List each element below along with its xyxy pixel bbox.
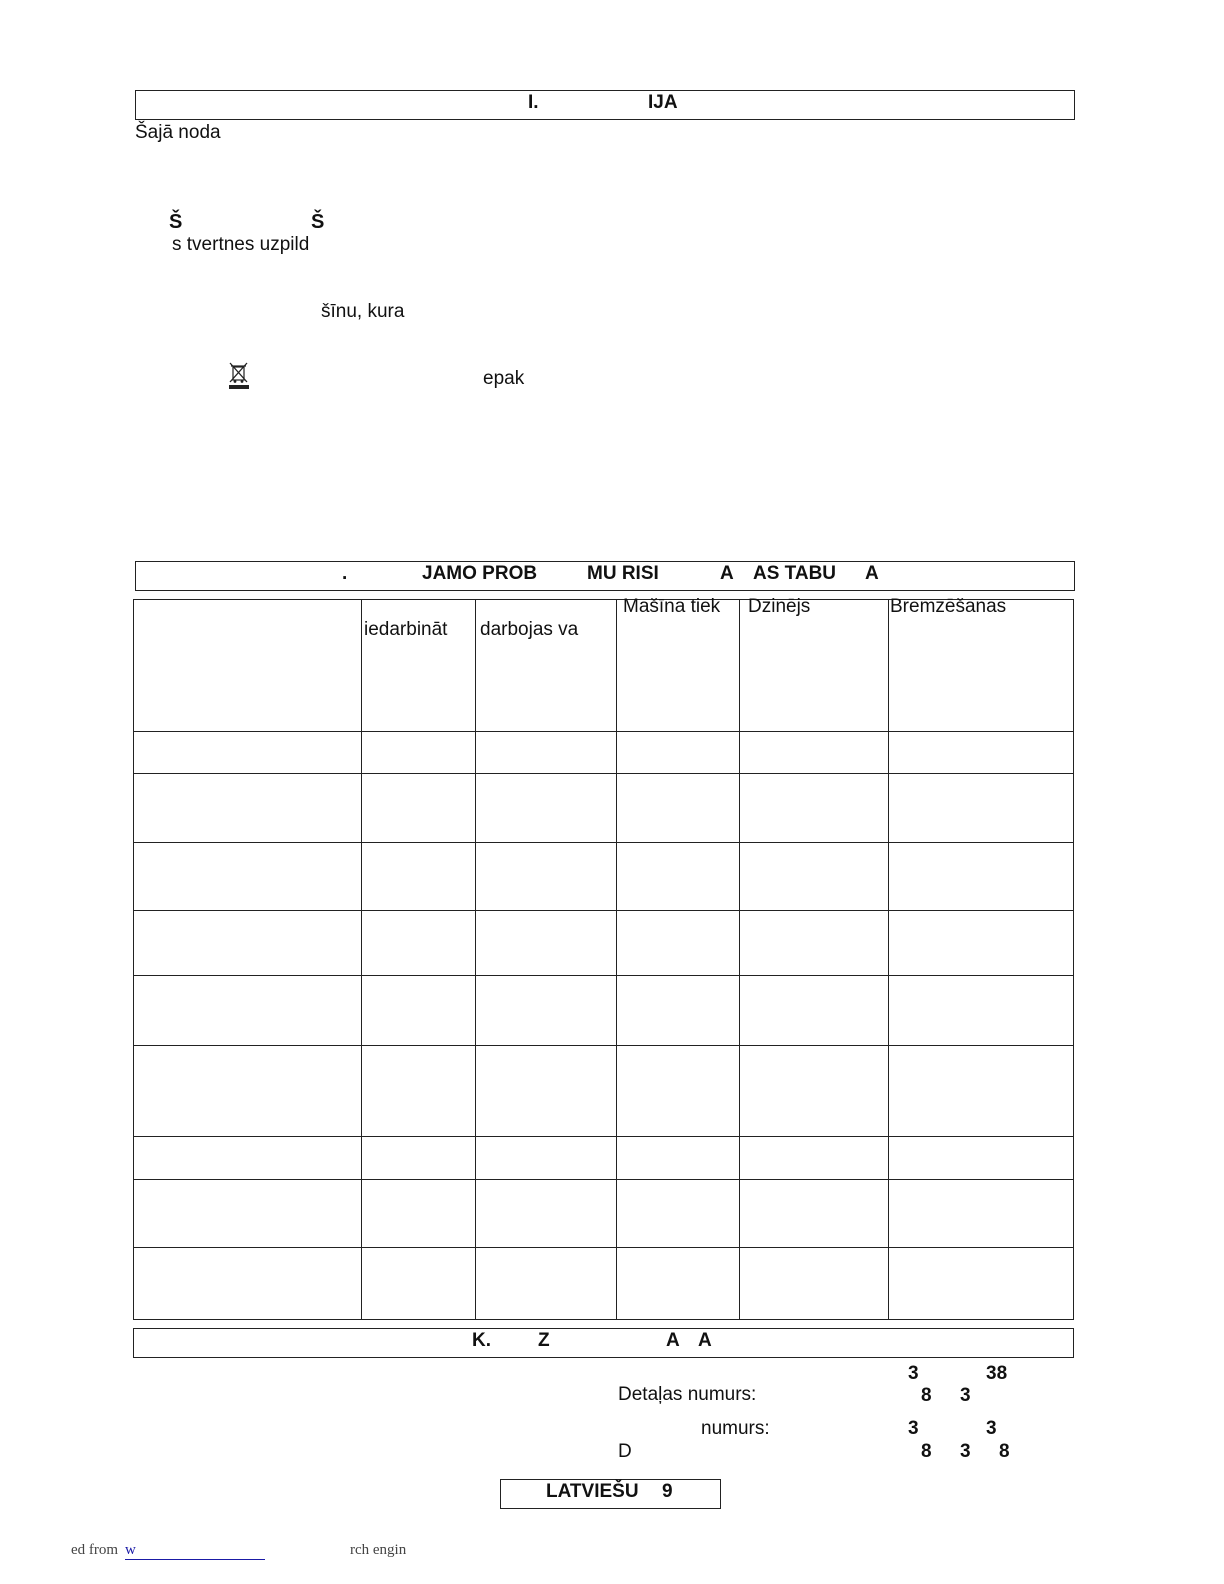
table-header-cell: Bremzēšanas xyxy=(890,596,1007,617)
section-i-line1: s tvertnes uzpild xyxy=(172,234,310,255)
section-k-heading-k: K. xyxy=(472,1330,491,1351)
part-number-label: Detaļas numurs: xyxy=(618,1384,757,1405)
table-header-cell: iedarbināt xyxy=(364,619,448,640)
part-value: 3 xyxy=(908,1363,919,1384)
table-frame xyxy=(133,599,1074,1320)
footer-link[interactable]: w xyxy=(125,1542,265,1560)
table-row-divider xyxy=(133,842,1074,843)
section-k-heading-a1: A xyxy=(666,1330,680,1351)
page-badge-language: LATVIEŠU xyxy=(546,1481,639,1502)
section-i-heading-word: IJA xyxy=(648,92,678,113)
table-col-divider xyxy=(475,599,476,1320)
troubleshoot-heading-dot: . xyxy=(342,563,348,584)
footer-suffix: rch engin xyxy=(350,1542,407,1558)
section-k-heading-box xyxy=(133,1328,1074,1358)
part-value: 3 xyxy=(986,1418,997,1439)
table-header-cell: darbojas va xyxy=(480,619,579,640)
table-row-divider xyxy=(133,773,1074,774)
table-col-divider xyxy=(739,599,740,1320)
crossed-out-wheelie-bin-icon xyxy=(227,361,251,391)
section-i-heading-box xyxy=(135,90,1075,120)
table-col-divider xyxy=(888,599,889,1320)
section-i-heading-number: I. xyxy=(528,92,539,113)
part-value: 8 xyxy=(921,1385,932,1406)
part-value: 8 xyxy=(921,1441,932,1462)
table-row-divider xyxy=(133,1247,1074,1248)
part-value: 3 xyxy=(908,1418,919,1439)
table-col-divider xyxy=(616,599,617,1320)
section-i-line2: šīnu, kura xyxy=(321,301,405,322)
section-k-heading-z: Z xyxy=(538,1330,550,1351)
page-badge-number: 9 xyxy=(662,1481,673,1502)
part-value: 3 xyxy=(960,1385,971,1406)
table-row-divider xyxy=(133,1045,1074,1046)
table-row-divider xyxy=(133,731,1074,732)
section-i-subheading-a: Š xyxy=(169,211,183,233)
table-row-divider xyxy=(133,1136,1074,1137)
d-label: D xyxy=(618,1441,632,1462)
section-k-heading-a2: A xyxy=(698,1330,712,1351)
troubleshoot-heading-part3: A xyxy=(720,563,734,584)
troubleshoot-heading-part4: AS TABU xyxy=(753,563,837,584)
section-i-intro: Šajā noda xyxy=(135,122,221,143)
troubleshoot-heading-part5: A xyxy=(865,563,879,584)
table-row-divider xyxy=(133,1179,1074,1180)
part-value: 3 xyxy=(960,1441,971,1462)
table-header-cell: Mašīna tiek xyxy=(623,596,721,617)
table-header-cell: Dzinējs xyxy=(748,596,811,617)
troubleshoot-heading-part2: MU RISI xyxy=(587,563,659,584)
troubleshoot-heading-part1: JAMO PROB xyxy=(422,563,538,584)
part-value: 38 xyxy=(986,1363,1008,1384)
table-row-divider xyxy=(133,910,1074,911)
number-label: numurs: xyxy=(701,1418,770,1439)
footer-prefix: ed from xyxy=(71,1542,119,1558)
section-i-subheading-b: Š xyxy=(311,211,325,233)
part-value: 8 xyxy=(999,1441,1010,1462)
section-i-line3: epak xyxy=(483,368,525,389)
table-col-divider xyxy=(361,599,362,1320)
table-row-divider xyxy=(133,975,1074,976)
